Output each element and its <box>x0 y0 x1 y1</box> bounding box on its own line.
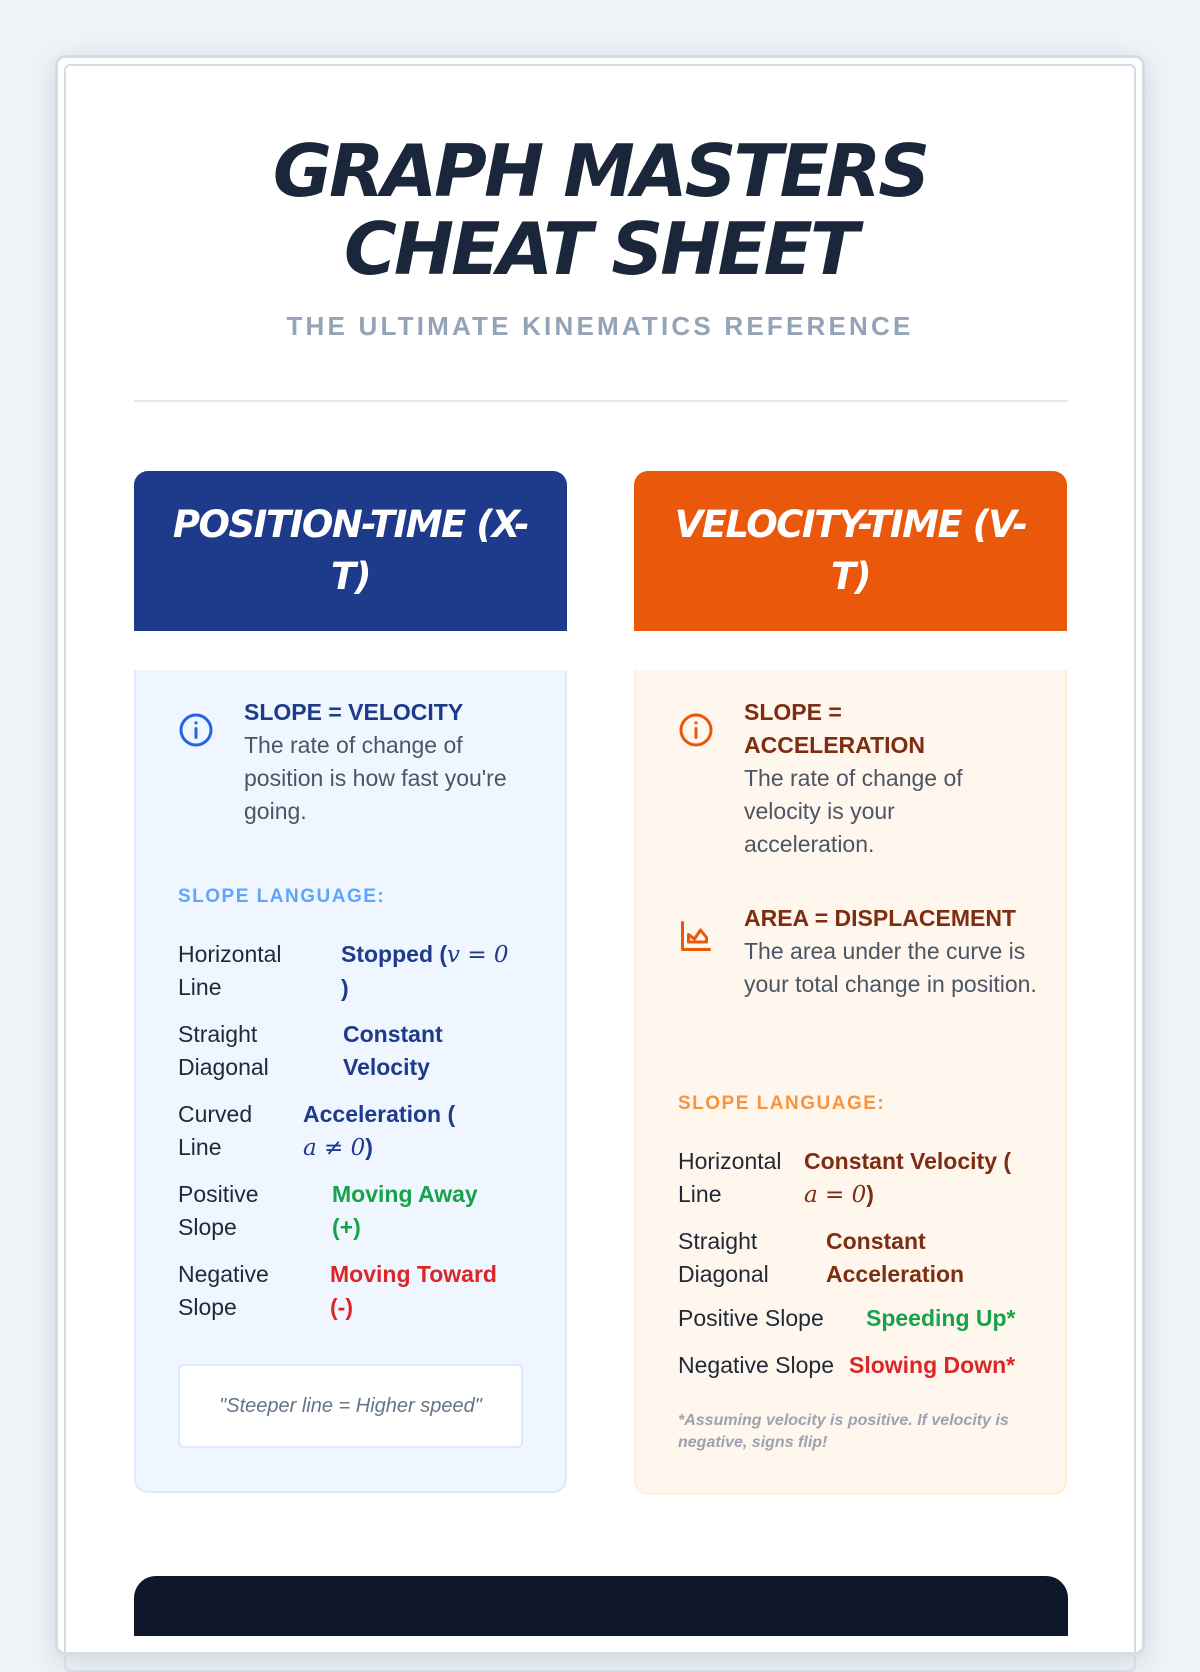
row-meaning: Slowing Down* <box>849 1352 1016 1378</box>
row-meaning-close: ) <box>866 1181 874 1207</box>
row-shape: Straight Diagonal <box>678 1228 769 1287</box>
quote-text: "Steeper line = Higher speed" <box>219 1394 482 1417</box>
area-displacement-text: The area under the curve is your total change in position. <box>744 938 1037 997</box>
quote-box <box>178 1364 523 1448</box>
row-meaning-text: Stopped ( <box>341 941 448 967</box>
slope-velocity-block <box>244 696 534 828</box>
slope-velocity-title: SLOPE = VELOCITY <box>244 699 464 725</box>
position-time-panel <box>134 670 567 1493</box>
row-meaning <box>804 1145 1039 1212</box>
velocity-time-heading-text: VELOCITY-TIME (V-T) <box>674 503 1027 598</box>
row-meaning-math: v = 0 <box>447 942 509 968</box>
velocity-time-heading <box>634 471 1067 631</box>
row-meaning-math: a = 0 <box>804 1182 867 1208</box>
slope-acceleration-title: SLOPE = ACCELERATION <box>744 699 926 758</box>
row-meaning: Moving Away (+) <box>332 1181 478 1240</box>
row-meaning <box>303 1098 483 1165</box>
row-meaning-math: a ≠ 0 <box>303 1135 366 1161</box>
slope-velocity-text: The rate of change of position is how fast you're going. <box>244 732 507 824</box>
row-shape: Straight Diagonal <box>178 1021 269 1080</box>
page-title <box>0 129 1200 291</box>
info-circle-icon <box>178 712 214 748</box>
row-meaning-close: ) <box>365 1134 373 1160</box>
page-subtitle: THE ULTIMATE KINEMATICS REFERENCE <box>286 311 914 341</box>
title-line-1: GRAPH MASTERS <box>272 129 928 213</box>
row-meaning: Constant Velocity <box>343 1021 443 1080</box>
row-meaning-close: ) <box>341 975 349 1001</box>
slope-language-heading: SLOPE LANGUAGE: <box>678 1093 886 1114</box>
area-chart-icon <box>678 918 714 954</box>
slope-language-heading: SLOPE LANGUAGE: <box>178 886 386 907</box>
velocity-time-panel <box>634 670 1067 1495</box>
header-divider <box>134 400 1068 402</box>
row-meaning <box>341 938 531 1005</box>
slope-acceleration-text: The rate of change of velocity is your acceleration. <box>744 765 963 857</box>
row-shape: Positive Slope <box>678 1305 824 1331</box>
row-meaning: Moving Toward (-) <box>330 1261 497 1320</box>
row-meaning-text: Constant Velocity ( <box>804 1148 1012 1174</box>
position-time-heading <box>134 471 567 631</box>
footnote: *Assuming velocity is positive. If velocity is negative, signs flip! <box>678 1412 1009 1451</box>
title-line-2: CHEAT SHEET <box>344 207 856 291</box>
row-shape: Curved Line <box>178 1101 253 1160</box>
row-shape: Horizontal Line <box>178 941 282 1000</box>
info-circle-icon <box>678 712 714 748</box>
row-meaning: Speeding Up* <box>866 1305 1016 1331</box>
position-time-heading-text: POSITION-TIME (X-T) <box>172 503 529 598</box>
bottom-section-bar <box>134 1576 1068 1636</box>
row-meaning: Constant Acceleration <box>826 1228 965 1287</box>
row-shape: Negative Slope <box>678 1352 834 1378</box>
row-shape: Horizontal Line <box>678 1148 782 1207</box>
row-meaning-text: Acceleration ( <box>303 1101 456 1127</box>
slope-acceleration-block <box>744 696 1034 861</box>
row-shape: Negative Slope <box>178 1261 269 1320</box>
row-shape: Positive Slope <box>178 1181 259 1240</box>
area-displacement-block <box>744 902 1039 1001</box>
area-displacement-title: AREA = DISPLACEMENT <box>744 905 1016 931</box>
